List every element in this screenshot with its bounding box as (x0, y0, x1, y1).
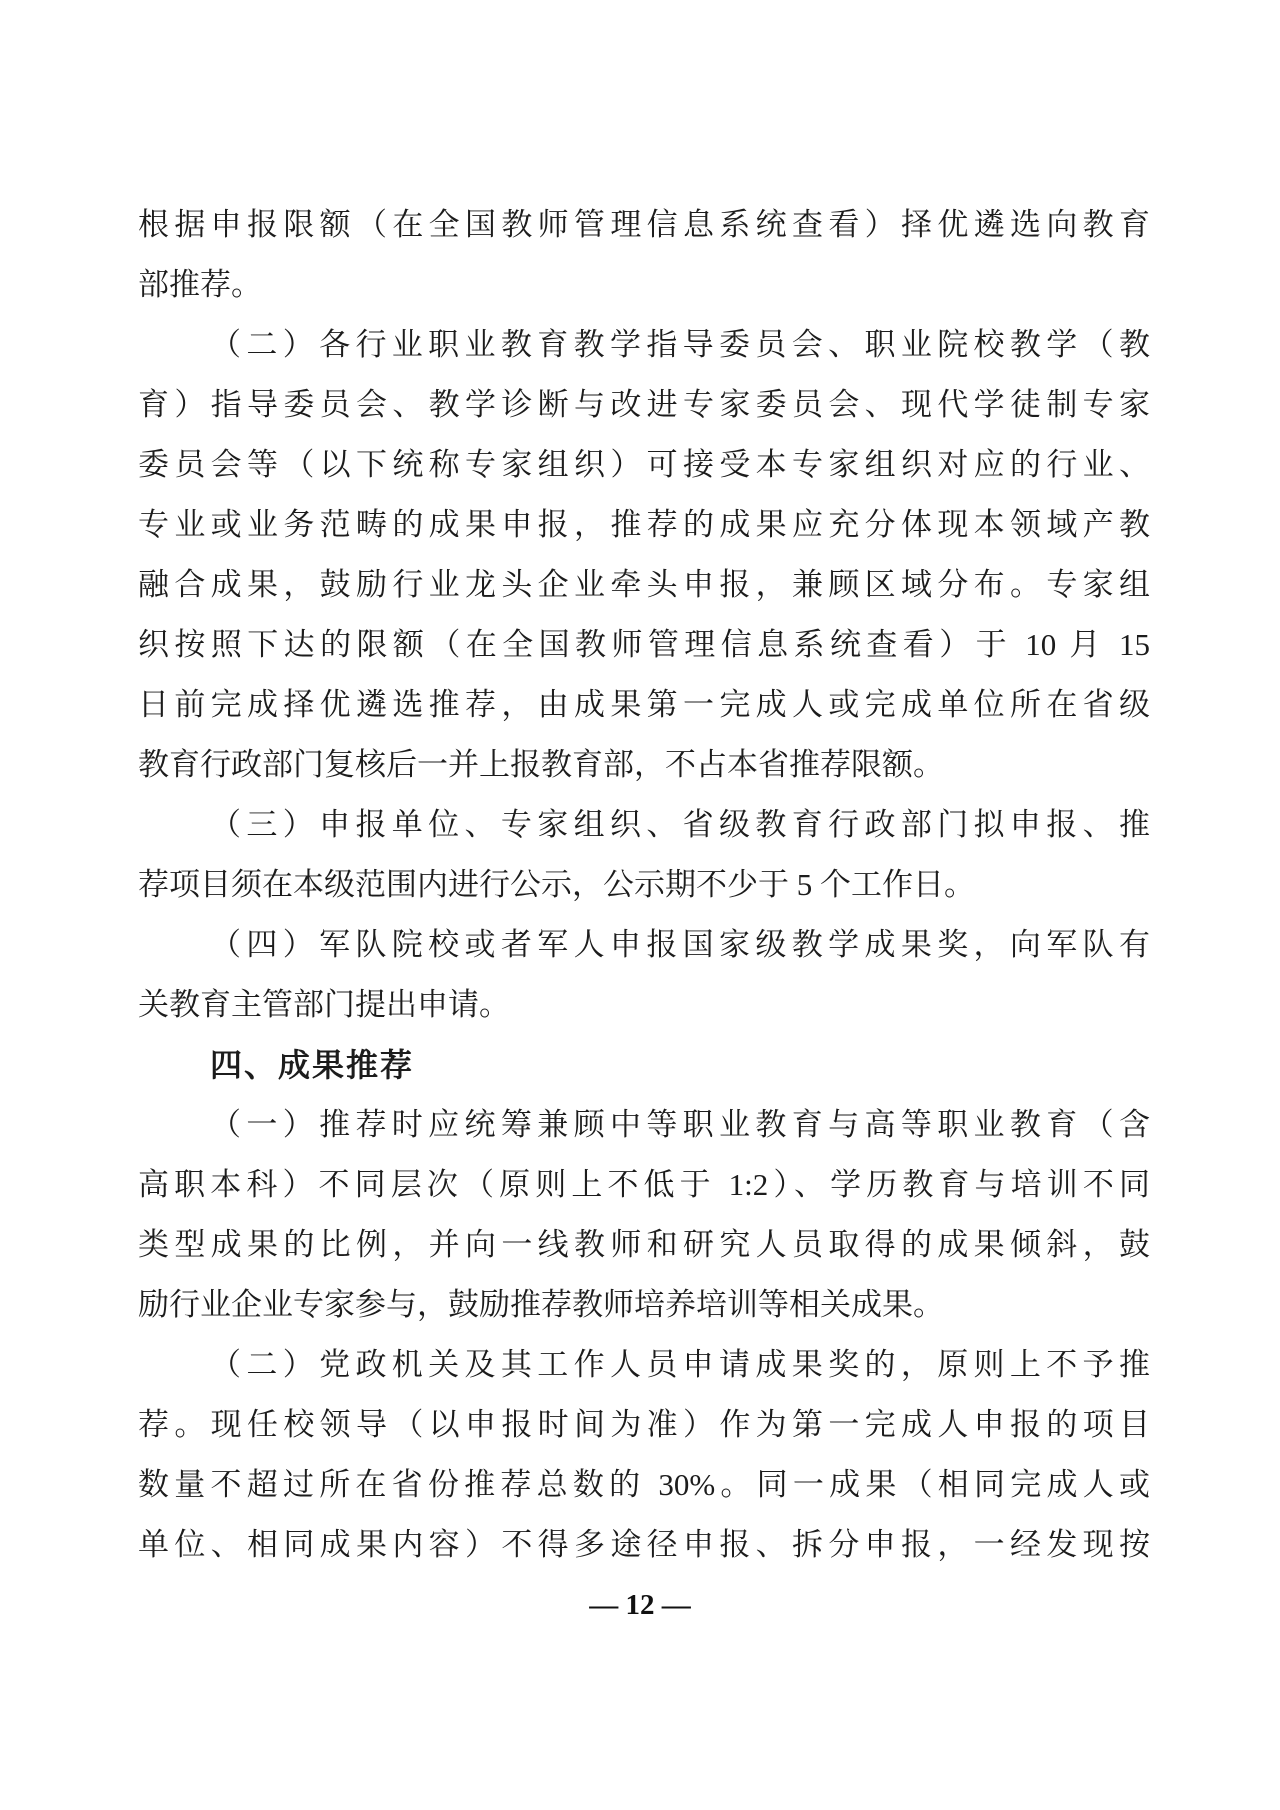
text-line: （一）推荐时应统筹兼顾中等职业教育与高等职业教育（含 (210, 1107, 1150, 1142)
text-line: 类型成果的比例，并向一线教师和研究人员取得的成果倾斜，鼓 (138, 1227, 1150, 1262)
text-line: 教育行政部门复核后一并上报教育部，不占本省推荐限额。 (138, 747, 944, 782)
text-line: 部推荐。 (138, 267, 262, 302)
text-line: （四）军队院校或者军人申报国家级教学成果奖，向军队有 (210, 927, 1150, 962)
text-line: （二）党政机关及其工作人员申请成果奖的，原则上不予推 (210, 1347, 1150, 1382)
text-line: 数量不超过所在省份推荐总数的 30%。同一成果（相同完成人或 (138, 1467, 1150, 1502)
text-line: 高职本科）不同层次（原则上不低于 1:2）、学历教育与培训不同 (138, 1167, 1150, 1202)
text-line: （三）申报单位、专家组织、省级教育行政部门拟申报、推 (210, 807, 1150, 842)
text-line: 委员会等（以下统称专家组织）可接受本专家组织对应的行业、 (138, 447, 1150, 482)
text-line: 织按照下达的限额（在全国教师管理信息系统查看）于 10 月 15 (138, 627, 1150, 662)
text-line: 荐项目须在本级范围内进行公示，公示期不少于 5 个工作日。 (138, 867, 975, 902)
text-line: 荐。现任校领导（以申报时间为准）作为第一完成人申报的项目 (138, 1407, 1150, 1442)
document-body (138, 195, 1150, 1575)
page-number: — 12 — (589, 1589, 691, 1621)
text-line: 单位、相同成果内容）不得多途径申报、拆分申报，一经发现按 (138, 1527, 1150, 1562)
text-line: （二）各行业职业教育教学指导委员会、职业院校教学（教 (210, 327, 1150, 362)
text-line: 根据申报限额（在全国教师管理信息系统查看）择优遴选向教育 (138, 207, 1150, 242)
text-line: 专业或业务范畴的成果申报，推荐的成果应充分体现本领域产教 (138, 507, 1150, 542)
text-line: 融合成果，鼓励行业龙头企业牵头申报，兼顾区域分布。专家组 (138, 567, 1150, 602)
text-line: 育）指导委员会、教学诊断与改进专家委员会、现代学徒制专家 (138, 387, 1150, 422)
text-line: 励行业企业专家参与，鼓励推荐教师培养培训等相关成果。 (138, 1287, 944, 1322)
section-heading: 四、成果推荐 (210, 1047, 415, 1083)
text-line: 关教育主管部门提出申请。 (138, 987, 510, 1022)
text-line: 日前完成择优遴选推荐，由成果第一完成人或完成单位所在省级 (138, 687, 1150, 722)
